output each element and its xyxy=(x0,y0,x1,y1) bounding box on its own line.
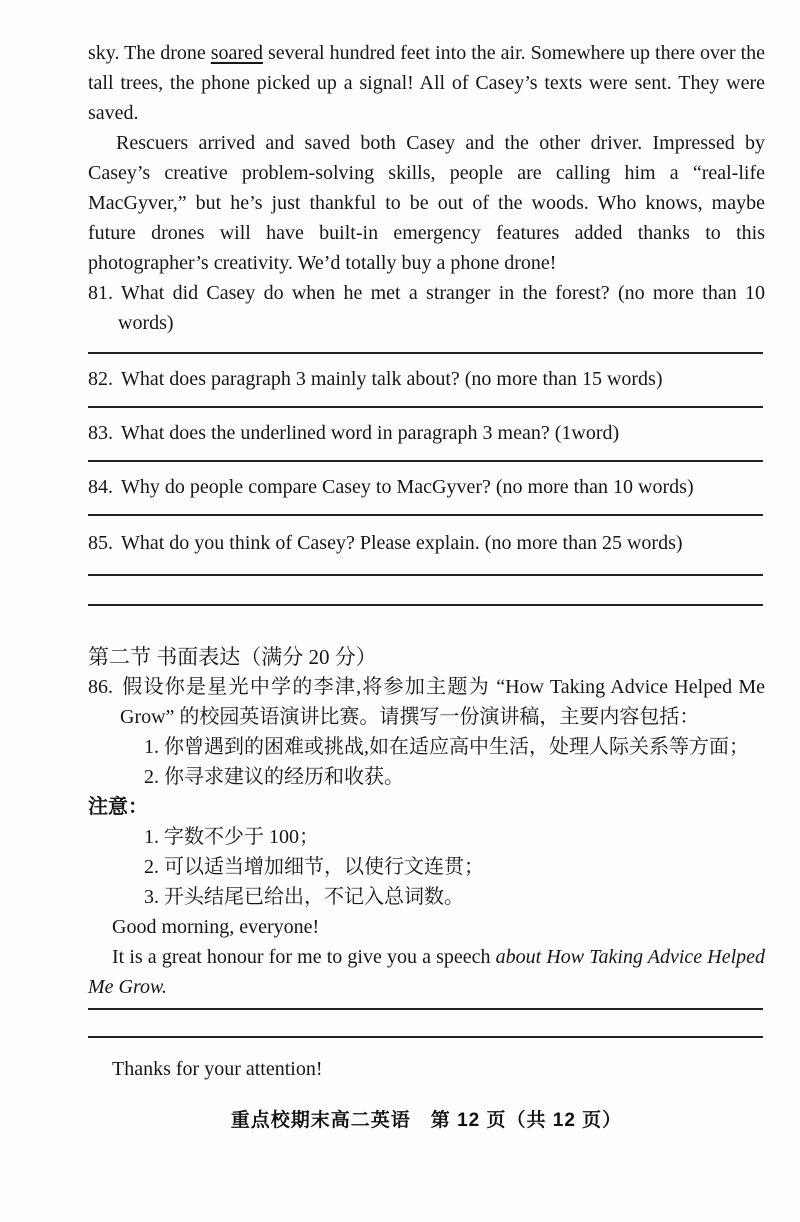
speech-intro-plain: It is a great honour for me to give you a speech xyxy=(112,946,491,968)
underlined-word: soared xyxy=(210,42,263,64)
task-point-1: 1. 你曾遇到的困难或挑战,如在适应高中生活，处理人际关系等方面； xyxy=(144,736,749,758)
question-85-number: 85. xyxy=(88,532,113,554)
task-text: 假设你是星光中学的李津,将参加主题为 “How Taking Advice Helped Me Grow” 的校园英语演讲比赛。请撰写一份演讲稿，主要内容包括： xyxy=(120,676,765,728)
question-81-text: What did Casey do when he met a stranger in the forest? (no more than 10 words) xyxy=(118,282,765,334)
writing-task xyxy=(88,672,765,732)
question-83-number: 83. xyxy=(88,422,113,444)
task-points xyxy=(88,732,765,792)
passage-text-post: several hundred feet into the air. Somewhere up there over the tall trees, the phone picked up a signal! All of Casey’s texts were sent. They were saved. xyxy=(88,42,765,124)
passage-paragraph-2: Rescuers arrived and saved both Casey and the other driver. Impressed by Casey’s creative problem-solving skills, people are calling him a “real-life MacGyver,” but he’s just thankful to be out of the woods. Who knows, maybe future drones will have built-in emergency features added thanks to this photographer’s creativity. We’d totally buy a phone drone! xyxy=(88,132,765,274)
question-82-text: What does paragraph 3 mainly talk about? (no more than 15 words) xyxy=(121,368,663,390)
question-85-text: What do you think of Casey? Please explain. (no more than 25 words) xyxy=(121,532,683,554)
writing-section xyxy=(88,642,765,1084)
speech-opening: Good morning, everyone! xyxy=(112,916,320,938)
answer-line xyxy=(88,352,763,354)
notice-item-3: 3. 开头结尾已给出，不记入总词数。 xyxy=(144,886,464,908)
speech-closing: Thanks for your attention! xyxy=(112,1058,323,1080)
answer-line xyxy=(88,514,763,516)
answer-line xyxy=(88,1008,763,1010)
question-85 xyxy=(88,528,765,558)
question-84 xyxy=(88,472,765,502)
notice-label: 注意： xyxy=(88,796,148,818)
section-title: 第二节 书面表达（满分 20 分） xyxy=(88,645,377,669)
answer-line xyxy=(88,574,763,576)
question-82 xyxy=(88,364,765,394)
notice-item-1: 1. 字数不少于 100； xyxy=(144,826,319,848)
task-number: 86. xyxy=(88,676,113,698)
question-83-text: What does the underlined word in paragraph 3 mean? (1word) xyxy=(121,422,620,444)
question-84-text: Why do people compare Casey to MacGyver? (no more than 10 words) xyxy=(121,476,694,498)
questions-section xyxy=(88,278,765,606)
notice-item-2: 2. 可以适当增加细节，以使行文连贯； xyxy=(144,856,484,878)
question-81 xyxy=(88,278,765,338)
answer-line xyxy=(88,1036,763,1038)
speech-intro xyxy=(88,942,765,1002)
answer-line xyxy=(88,460,763,462)
task-point-2: 2. 你寻求建议的经历和收获。 xyxy=(144,766,404,788)
page-footer: 重点校期末高二英语 第 12 页（共 12 页） xyxy=(230,1110,623,1131)
reading-passage xyxy=(88,38,765,278)
passage-paragraph-1 xyxy=(88,38,765,128)
answer-line xyxy=(88,406,763,408)
question-84-number: 84. xyxy=(88,476,113,498)
answer-line xyxy=(88,604,763,606)
notice-list xyxy=(88,822,765,912)
question-82-number: 82. xyxy=(88,368,113,390)
question-81-number: 81. xyxy=(88,282,113,304)
question-83 xyxy=(88,418,765,448)
speech-title-italic: about How Taking Advice Helped Me Grow. xyxy=(88,946,766,998)
passage-text-pre: sky. The drone xyxy=(88,42,206,64)
